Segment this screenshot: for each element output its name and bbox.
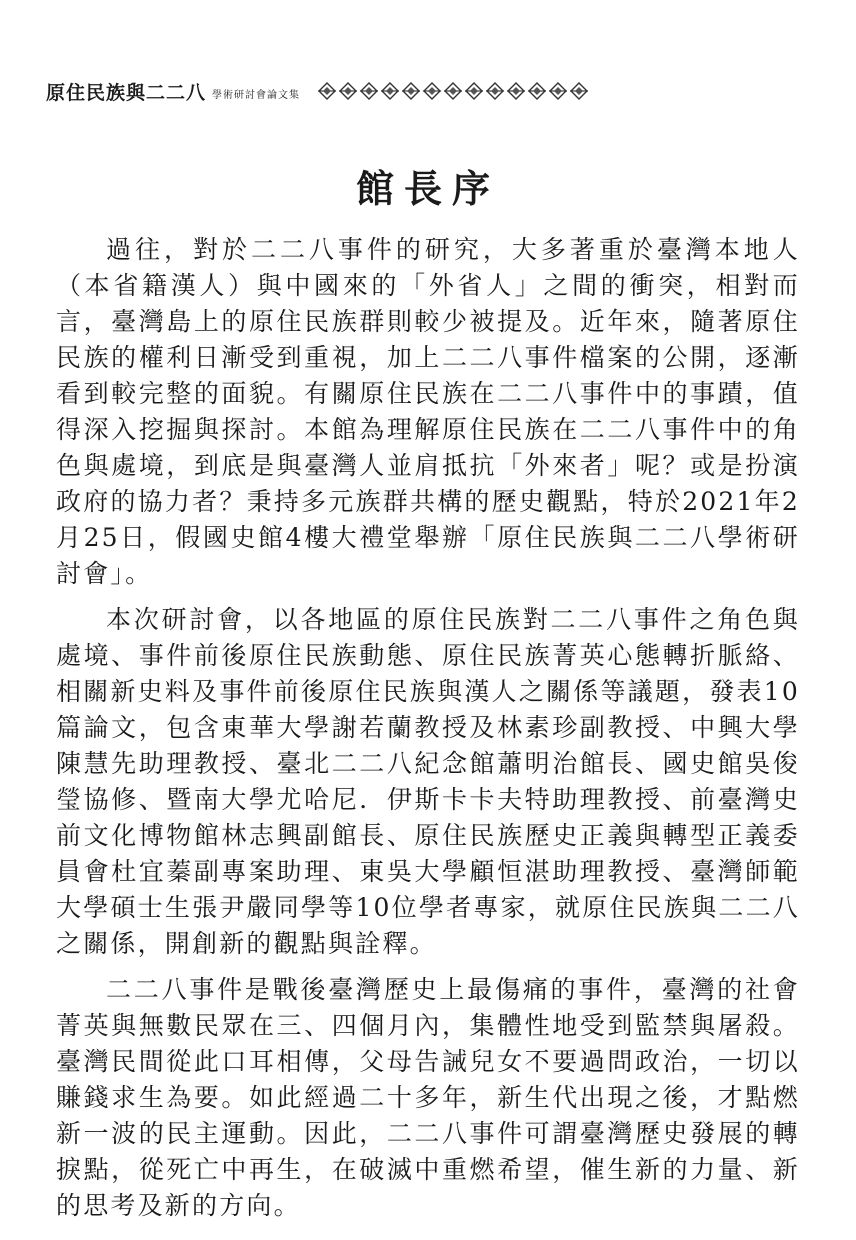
ornament-diamond-icon — [507, 82, 525, 100]
ornament-diamond-icon — [528, 82, 546, 100]
paragraph-2: 本次研討會，以各地區的原住民族對二二八事件之角色與處境、事件前後原住民族動態、原住民族菁英心態轉折脈絡、相關新史料及事件前後原住民族與漢人之關係等議題，發表10篇論文，包含東華大學謝若蘭教授及林素珍副教授、中興大學陳慧先助理教授、臺北二二八紀念館蕭明治館長、國史館吳俊瑩協修、暨南大學尤哈尼．伊斯卡卡夫特助理教授、前臺灣史前文化博物館林志興副館長、原住民族歷史正義與轉型正義委員會杜宜蓁副專案助理、東吳大學顧恒湛助理教授、臺灣師範大學碩士生張尹嚴同學等10位學者專家，就原住民族與二二八之關係，開創新的觀點與詮釋。 — [56, 605, 800, 958]
running-header — [46, 74, 806, 108]
ornament-diamond-icon — [444, 82, 462, 100]
ornament-diamond-icon — [339, 82, 357, 100]
diamond-chain-ornament-icon — [318, 82, 591, 100]
preface-body — [56, 232, 800, 1234]
ornament-diamond-icon — [465, 82, 483, 100]
ornament-diamond-icon — [423, 82, 441, 100]
ornament-diamond-icon — [570, 82, 588, 100]
paragraph-1: 過往，對於二二八事件的研究，大多著重於臺灣本地人（本省籍漢人）與中國來的「外省人」之間的衝突，相對而言，臺灣島上的原住民族群則較少被提及。近年來，隨著原住民族的權利日漸受到重視，加上二二八事件檔案的公開，逐漸看到較完整的面貌。有關原住民族在二二八事件中的事蹟，值得深入挖掘與探討。本館為理解原住民族在二二八事件中的角色與處境，到底是與臺灣人並肩抵抗「外來者」呢？或是扮演政府的協力者？秉持多元族群共構的歷史觀點，特於2021年2月25日，假國史館4樓大禮堂舉辦「原住民族與二二八學術研討會」。 — [56, 235, 800, 588]
paragraph-3: 二二八事件是戰後臺灣歷史上最傷痛的事件，臺灣的社會菁英與無數民眾在三、四個月內，集體性地受到監禁與屠殺。臺灣民間從此口耳相傳，父母告誡兒女不要過問政治，一切以賺錢求生為要。如此經過二十多年，新生代出現之後，才點燃新一波的民主運動。因此，二二八事件可謂臺灣歷史發展的轉捩點，從死亡中再生，在破滅中重燃希望，催生新的力量、新的思考及新的方向。 — [56, 975, 800, 1220]
header-book-subtitle: 學術研討會論文集 — [212, 89, 301, 101]
ornament-diamond-icon — [360, 82, 378, 100]
ornament-diamond-icon — [402, 82, 420, 100]
ornament-diamond-icon — [486, 82, 504, 100]
header-book-title: 原住民族與二二八 — [46, 81, 207, 104]
ornament-diamond-icon — [318, 82, 336, 100]
ornament-diamond-icon — [549, 82, 567, 100]
ornament-diamond-icon — [381, 82, 399, 100]
page-title: 館長序 — [355, 166, 500, 211]
